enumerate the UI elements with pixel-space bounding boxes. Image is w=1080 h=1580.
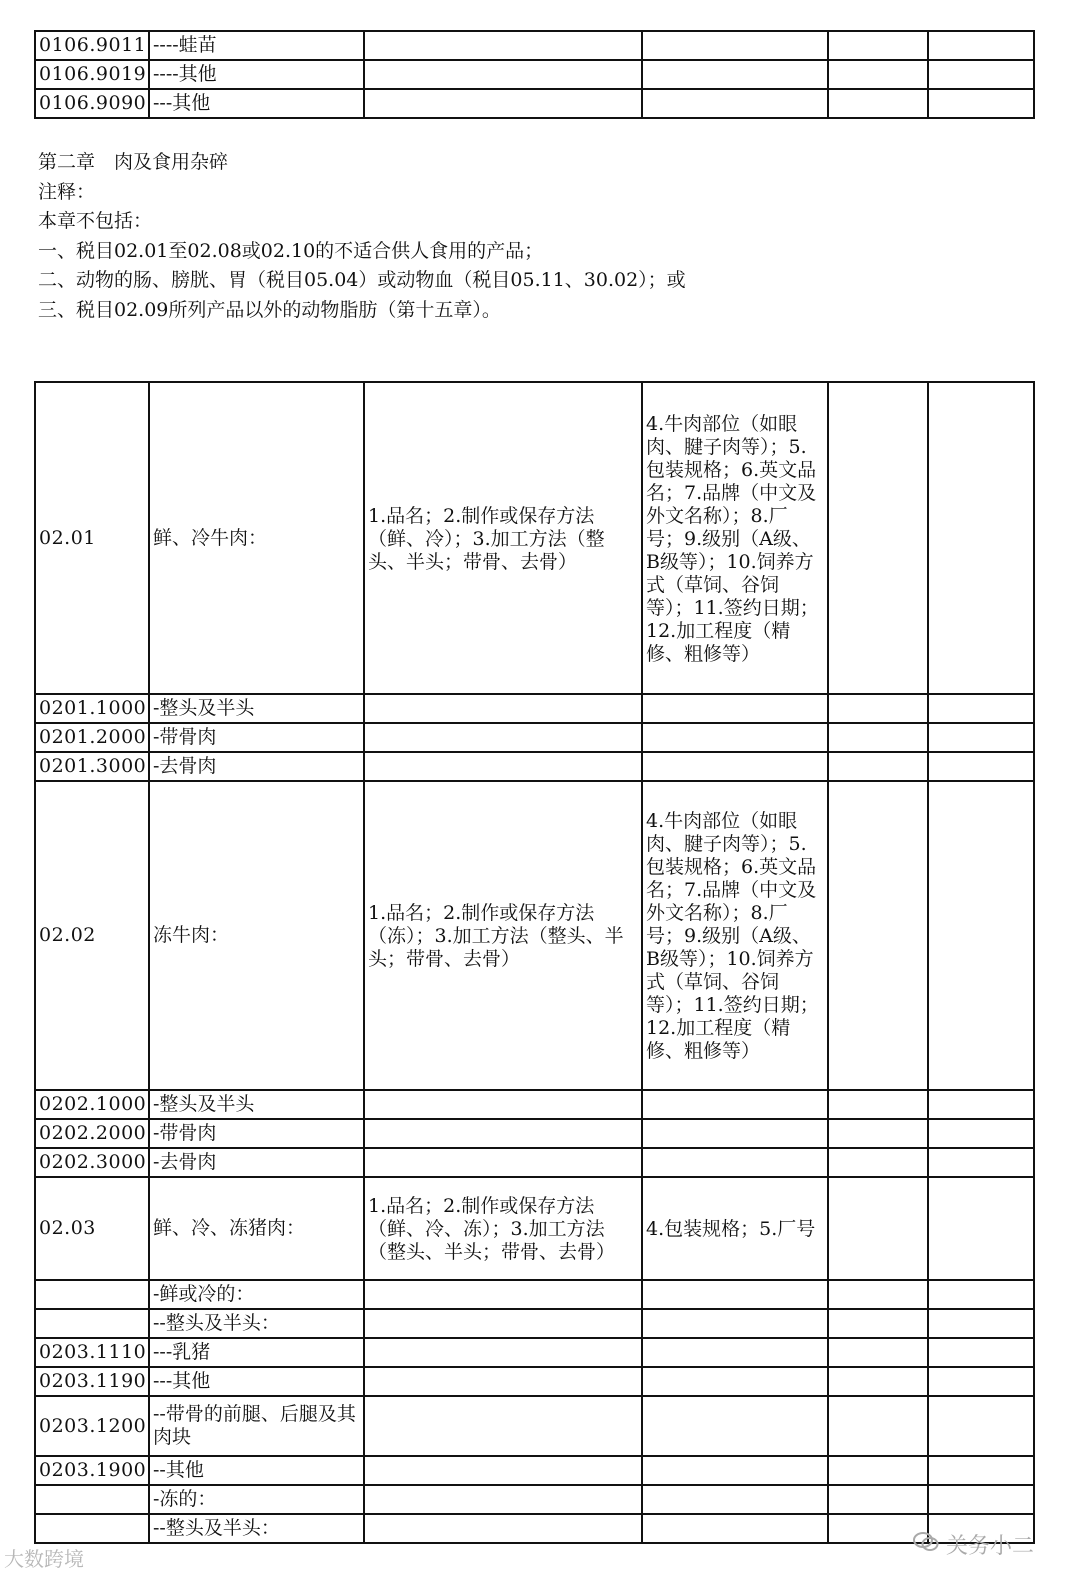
- hs-code-cell: 0106.9019: [35, 60, 149, 89]
- hs-code-cell: 02.01: [35, 382, 149, 694]
- required-elements-cell: [364, 1367, 642, 1396]
- product-name-cell: --其他: [149, 1456, 364, 1485]
- optional-elements-cell: [642, 723, 828, 752]
- hs-code-cell: 0201.1000: [35, 694, 149, 723]
- optional-elements-cell: [642, 60, 828, 89]
- product-name-cell: -冻的：: [149, 1485, 364, 1514]
- product-name-cell: --整头及半头：: [149, 1514, 364, 1543]
- table-row: [35, 1514, 1034, 1543]
- blank-cell: [828, 60, 928, 89]
- wechat-icon: [913, 1534, 946, 1559]
- table-row: [35, 1177, 1034, 1280]
- table-row: [35, 1367, 1034, 1396]
- product-name-cell: --带骨的前腿、后腿及其肉块: [149, 1396, 364, 1456]
- hs-code-cell: 0201.2000: [35, 723, 149, 752]
- watermark-right-text: 关务小二: [945, 1534, 1034, 1559]
- blank-cell: [828, 1309, 928, 1338]
- required-elements-cell: [364, 89, 642, 118]
- table-row: [35, 1119, 1034, 1148]
- required-elements-cell: [364, 1514, 642, 1543]
- optional-elements-cell: [642, 694, 828, 723]
- optional-elements-cell: 4.牛肉部位（如眼肉、腱子肉等）；5.包装规格；6.英文品名；7.品牌（中文及外文名称）；8.厂号；9.级别（A级、B级等）；10.饲养方式（草饲、谷饲等）；11.签约日期；12.加工程度（精修、粗修等）: [642, 781, 828, 1090]
- required-elements-cell: [364, 723, 642, 752]
- table-row: [35, 1309, 1034, 1338]
- required-elements-cell: 1.品名；2.制作或保存方法（鲜、冷）；3.加工方法（整头、半头；带骨、去骨）: [364, 382, 642, 694]
- blank-cell: [828, 1485, 928, 1514]
- blank-cell: [928, 1148, 1034, 1177]
- tariff-table-top: [34, 30, 1035, 119]
- table-row: [35, 694, 1034, 723]
- hs-code-cell: [35, 1514, 149, 1543]
- hs-code-cell: [35, 1485, 149, 1514]
- blank-cell: [828, 1396, 928, 1456]
- watermark-right: [913, 1529, 1034, 1560]
- product-name-cell: --整头及半头：: [149, 1309, 364, 1338]
- product-name-cell: -鲜或冷的：: [149, 1280, 364, 1309]
- required-elements-cell: [364, 1485, 642, 1514]
- blank-cell: [928, 723, 1034, 752]
- hs-code-cell: [35, 1280, 149, 1309]
- table-row: [35, 1280, 1034, 1309]
- note-item: 一、税目02.01至02.08或02.10的不适合供人食用的产品；: [38, 239, 544, 262]
- table-row: [35, 1090, 1034, 1119]
- blank-cell: [928, 60, 1034, 89]
- optional-elements-cell: [642, 1456, 828, 1485]
- hs-code-cell: 02.02: [35, 781, 149, 1090]
- required-elements-cell: [364, 1396, 642, 1456]
- optional-elements-cell: [642, 31, 828, 60]
- blank-cell: [828, 89, 928, 118]
- product-name-cell: 鲜、冷、冻猪肉：: [149, 1177, 364, 1280]
- required-elements-cell: [364, 752, 642, 781]
- blank-cell: [828, 1090, 928, 1119]
- blank-cell: [928, 1090, 1034, 1119]
- note-intro: 本章不包括：: [38, 210, 153, 232]
- table-row: [35, 1456, 1034, 1485]
- product-name-cell: ---其他: [149, 1367, 364, 1396]
- required-elements-cell: [364, 1119, 642, 1148]
- table-row: [35, 89, 1034, 118]
- hs-code-cell: 0203.1200: [35, 1396, 149, 1456]
- required-elements-cell: [364, 1456, 642, 1485]
- blank-cell: [928, 1485, 1034, 1514]
- blank-cell: [928, 89, 1034, 118]
- product-name-cell: ----蛙苗: [149, 31, 364, 60]
- blank-cell: [928, 382, 1034, 694]
- optional-elements-cell: [642, 1485, 828, 1514]
- hs-code-cell: 0203.1190: [35, 1367, 149, 1396]
- chapter-notes: [38, 148, 686, 325]
- hs-code-cell: 0201.3000: [35, 752, 149, 781]
- required-elements-cell: [364, 31, 642, 60]
- blank-cell: [828, 1177, 928, 1280]
- hs-code-cell: 0106.9011: [35, 31, 149, 60]
- hs-code-cell: 0203.1900: [35, 1456, 149, 1485]
- optional-elements-cell: [642, 1514, 828, 1543]
- optional-elements-cell: 4.包装规格；5.厂号: [642, 1177, 828, 1280]
- hs-code-cell: 0202.2000: [35, 1119, 149, 1148]
- blank-cell: [928, 1338, 1034, 1367]
- product-name-cell: -带骨肉: [149, 1119, 364, 1148]
- optional-elements-cell: [642, 1119, 828, 1148]
- blank-cell: [928, 1309, 1034, 1338]
- watermark-left-text: 大数跨境: [4, 1547, 84, 1571]
- product-name-cell: 鲜、冷牛肉：: [149, 382, 364, 694]
- blank-cell: [828, 382, 928, 694]
- product-name-cell: -带骨肉: [149, 723, 364, 752]
- required-elements-cell: [364, 60, 642, 89]
- table-row: [35, 723, 1034, 752]
- blank-cell: [928, 1396, 1034, 1456]
- optional-elements-cell: 4.牛肉部位（如眼肉、腱子肉等）；5.包装规格；6.英文品名；7.品牌（中文及外文名称）；8.厂号；9.级别（A级、B级等）；10.饲养方式（草饲、谷饲等）；11.签约日期；12.加工程度（精修、粗修等）: [642, 382, 828, 694]
- required-elements-cell: [364, 1280, 642, 1309]
- blank-cell: [928, 1119, 1034, 1148]
- product-name-cell: -整头及半头: [149, 1090, 364, 1119]
- blank-cell: [828, 1456, 928, 1485]
- product-name-cell: ---其他: [149, 89, 364, 118]
- blank-cell: [928, 1177, 1034, 1280]
- blank-cell: [828, 31, 928, 60]
- product-name-cell: ----其他: [149, 60, 364, 89]
- required-elements-cell: [364, 1090, 642, 1119]
- hs-code-cell: 0202.3000: [35, 1148, 149, 1177]
- optional-elements-cell: [642, 1396, 828, 1456]
- chapter-title: 第二章 肉及食用杂碎: [38, 151, 229, 173]
- table-row: [35, 60, 1034, 89]
- optional-elements-cell: [642, 752, 828, 781]
- note-item: 二、动物的肠、膀胱、胃（税目05.04）或动物血（税目05.11、30.02）；或: [38, 269, 686, 291]
- required-elements-cell: 1.品名；2.制作或保存方法（鲜、冷、冻）；3.加工方法（整头、半头；带骨、去骨）: [364, 1177, 642, 1280]
- required-elements-cell: [364, 1309, 642, 1338]
- blank-cell: [828, 1119, 928, 1148]
- product-name-cell: -整头及半头: [149, 694, 364, 723]
- blank-cell: [928, 1367, 1034, 1396]
- hs-code-cell: 02.03: [35, 1177, 149, 1280]
- blank-cell: [828, 752, 928, 781]
- product-name-cell: 冻牛肉：: [149, 781, 364, 1090]
- blank-cell: [828, 723, 928, 752]
- optional-elements-cell: [642, 1090, 828, 1119]
- optional-elements-cell: [642, 1367, 828, 1396]
- optional-elements-cell: [642, 89, 828, 118]
- optional-elements-cell: [642, 1309, 828, 1338]
- blank-cell: [928, 31, 1034, 60]
- blank-cell: [828, 1338, 928, 1367]
- table-row: [35, 1338, 1034, 1367]
- hs-code-cell: 0202.1000: [35, 1090, 149, 1119]
- note-item: 三、税目02.09所列产品以外的动物脂肪（第十五章）。: [38, 298, 501, 321]
- optional-elements-cell: [642, 1280, 828, 1309]
- blank-cell: [828, 694, 928, 723]
- table-row: [35, 781, 1034, 1090]
- hs-code-cell: 0203.1110: [35, 1338, 149, 1367]
- blank-cell: [928, 781, 1034, 1090]
- blank-cell: [928, 1280, 1034, 1309]
- table-row: [35, 1396, 1034, 1456]
- blank-cell: [828, 781, 928, 1090]
- product-name-cell: -去骨肉: [149, 1148, 364, 1177]
- blank-cell: [828, 1280, 928, 1309]
- watermark-left: [4, 1543, 84, 1572]
- hs-code-cell: 0106.9090: [35, 89, 149, 118]
- table-row: [35, 752, 1034, 781]
- blank-cell: [928, 694, 1034, 723]
- table-row: [35, 382, 1034, 694]
- product-name-cell: -去骨肉: [149, 752, 364, 781]
- blank-cell: [928, 752, 1034, 781]
- product-name-cell: ---乳猪: [149, 1338, 364, 1367]
- required-elements-cell: [364, 694, 642, 723]
- blank-cell: [928, 1456, 1034, 1485]
- blank-cell: [828, 1367, 928, 1396]
- required-elements-cell: [364, 1148, 642, 1177]
- table-row: [35, 31, 1034, 60]
- blank-cell: [828, 1148, 928, 1177]
- optional-elements-cell: [642, 1338, 828, 1367]
- optional-elements-cell: [642, 1148, 828, 1177]
- tariff-table-main: [34, 381, 1035, 1544]
- required-elements-cell: [364, 1338, 642, 1367]
- hs-code-cell: [35, 1309, 149, 1338]
- table-row: [35, 1485, 1034, 1514]
- note-label: 注释：: [38, 180, 96, 203]
- required-elements-cell: 1.品名；2.制作或保存方法（冻）；3.加工方法（整头、半头；带骨、去骨）: [364, 781, 642, 1090]
- table-row: [35, 1148, 1034, 1177]
